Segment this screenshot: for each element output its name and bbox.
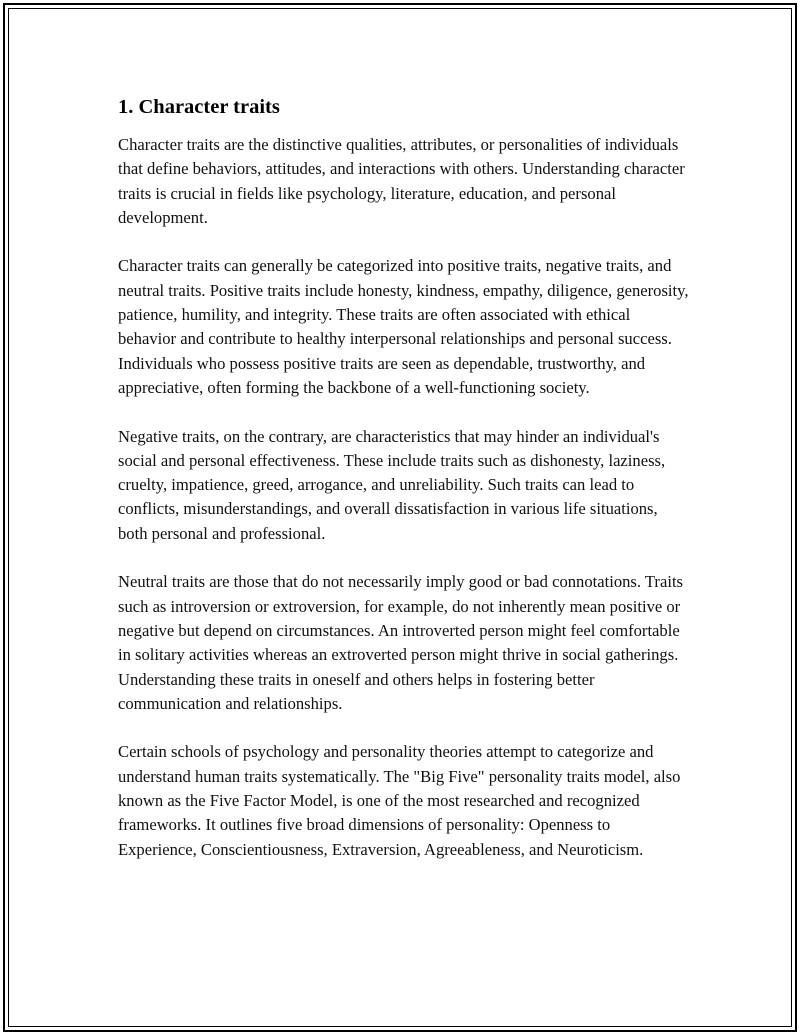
- paragraph-positive-traits: Character traits can generally be categorized into positive traits, negative traits, and neutral traits. Positive traits include honesty, kindness, empathy, diligence, generosity, patience, humility, and integrity. These traits are often associated with ethical behavior and contribute to healthy interpersonal relationships and personal success. Individuals who possess positive traits are seen as dependable, trustworthy, and appreciative, often forming the backbone of a well-functioning society.: [118, 256, 689, 397]
- section-title: 1. Character traits: [118, 96, 280, 118]
- paragraph-negative-traits: Negative traits, on the contrary, are characteristics that may hinder an individual's social and personal effectiveness. These include traits such as dishonesty, laziness, cruelty, impatience, greed, arrogance, and unreliability. Such traits can lead to conflicts, misunderstandings, and overall dissatisfaction in various life situations, both personal and professional.: [118, 426, 666, 543]
- paragraph-big-five: Certain schools of psychology and personality theories attempt to categorize and understand human traits systematically. The "Big Five" personality traits model, also known as the Five Factor Model, is one of the most researched and recognized frameworks. It outlines five broad dimensions of personality: Openness to Experience, Conscientiousness, Extraversion, Agreeableness, and Neuroticism.: [118, 742, 681, 859]
- document-body: [118, 94, 690, 886]
- paragraph-definition: Character traits are the distinctive qualities, attributes, or personalities of individuals that define behaviors, attitudes, and interactions with others. Understanding character traits is crucial in fields like psychology, literature, education, and personal development.: [118, 135, 685, 227]
- paragraph-neutral-traits: Neutral traits are those that do not necessarily imply good or bad connotations. Traits such as introversion or extroversion, for example, do not inherently mean positive or negative but depend on circumstances. An introverted person might feel comfortable in solitary activities whereas an extroverted person might thrive in social gatherings. Understanding these traits in oneself and others helps in fostering better communication and relationships.: [118, 572, 684, 713]
